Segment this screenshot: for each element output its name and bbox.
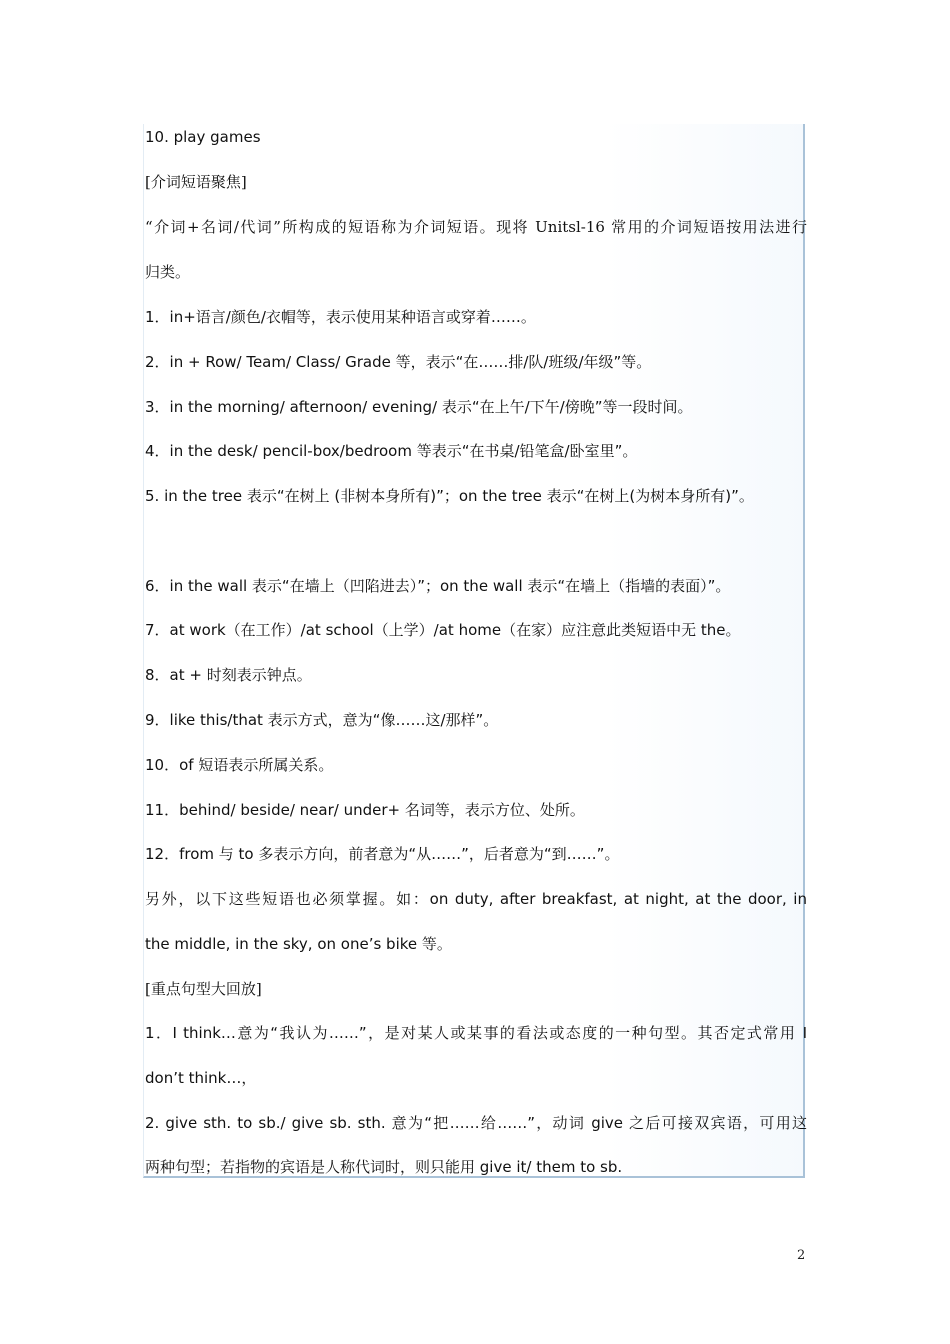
list-item-1: 1．in+语言/颜色/衣帽等，表示使用某种语言或穿着……。: [145, 308, 536, 326]
list-item-4: 4．in the desk/ pencil-box/bedroom 等表示“在书桌/铅笔盒/卧室里”。: [145, 442, 638, 460]
section-heading-prepositional-phrases: [介词短语聚焦]: [145, 173, 247, 191]
additional-phrases-line-2: the middle, in the sky, on one’s bike 等。: [145, 935, 452, 953]
section-heading-key-sentences: [重点句型大回放]: [145, 980, 262, 998]
content-frame: [143, 124, 805, 1178]
list-item-9: 9．like this/that 表示方式，意为“像……这/那样”。: [145, 711, 499, 729]
list-item-6: 6．in the wall 表示“在墙上（凹陷进去）”；on the wall 表示“在墙上（指墙的表面）”。: [145, 577, 731, 595]
additional-phrases-line-1: 另外，以下这些短语也必须掌握。如：on duty, after breakfast, at night, at the door, in: [145, 890, 807, 908]
sentence-item-2-line-1: 2. give sth. to sb./ give sb. sth. 意为“把……给……”，动词 give 之后可接双宾语，可用这: [145, 1114, 807, 1132]
list-item-3: 3．in the morning/ afternoon/ evening/ 表示“在上午/下午/傍晚”等一段时间。: [145, 398, 693, 416]
list-item-5: 5. in the tree 表示“在树上 (非树本身所有)”；on the tree 表示“在树上(为树本身所有)”。: [145, 487, 754, 505]
page-number: 2: [797, 1248, 806, 1263]
sentence-item-2-line-2: 两种句型；若指物的宾语是人称代词时，则只能用 give it/ them to sb.: [145, 1158, 623, 1176]
intro-paragraph-line-1: “介词+名词/代词”所构成的短语称为介词短语。现将 Unitsl-16 常用的介词短语按用法进行: [145, 218, 807, 236]
text-line-play-games: 10. play games: [145, 128, 261, 146]
sentence-item-1-line-2: don’t think…，: [145, 1069, 257, 1087]
sentence-item-1-line-1: 1．I think…意为“我认为……”，是对某人或某事的看法或态度的一种句型。其否定式常用 I: [145, 1024, 807, 1042]
list-item-8: 8．at + 时刻表示钟点。: [145, 666, 312, 684]
list-item-2: 2．in + Row/ Team/ Class/ Grade 等，表示“在……排/队/班级/年级”等。: [145, 353, 652, 371]
list-item-10: 10．of 短语表示所属关系。: [145, 756, 334, 774]
list-item-12: 12．from 与 to 多表示方向，前者意为“从……”，后者意为“到……”。: [145, 845, 620, 863]
intro-paragraph-line-2: 归类。: [145, 263, 191, 281]
list-item-11: 11．behind/ beside/ near/ under+ 名词等，表示方位、处所。: [145, 801, 585, 819]
list-item-7: 7．at work（在工作）/at school（上学）/at home（在家）应注意此类短语中无 the。: [145, 621, 741, 639]
